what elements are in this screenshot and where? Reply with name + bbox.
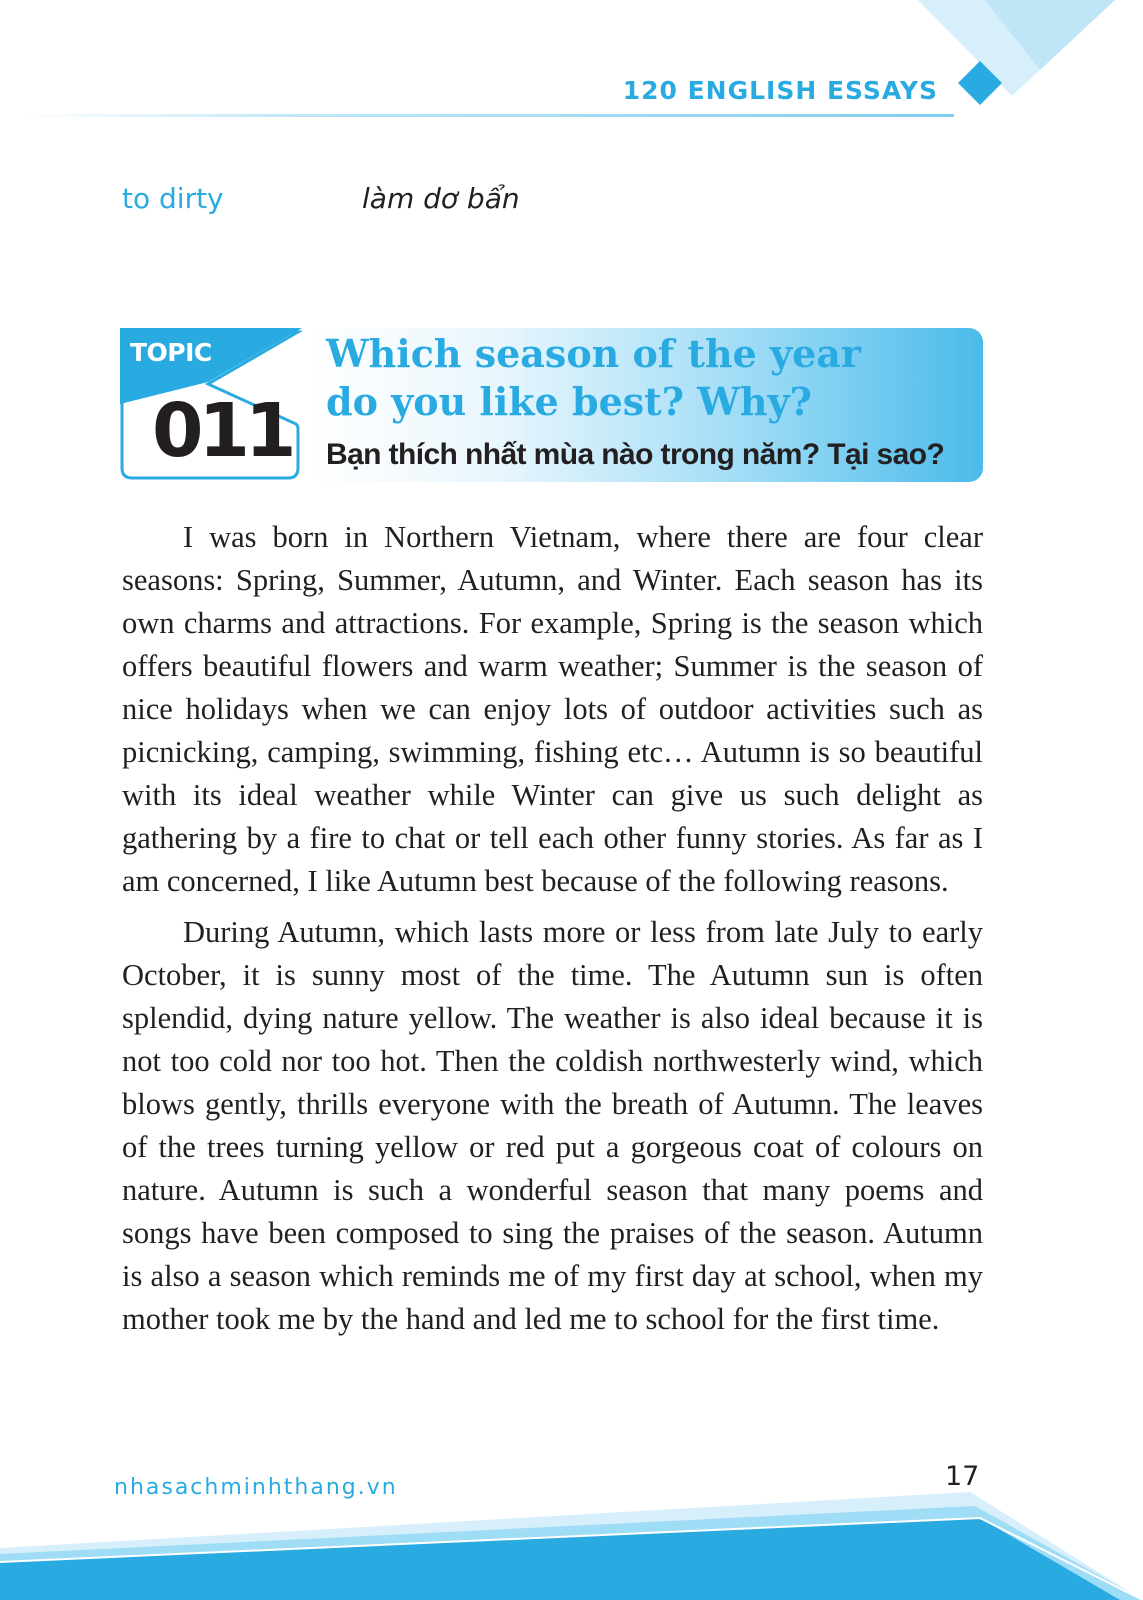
footer-website: nhasachminhthang.vn bbox=[114, 1475, 398, 1500]
header-divider bbox=[20, 114, 954, 117]
topic-label: TOPIC bbox=[130, 338, 212, 367]
vocab-term: to dirty bbox=[122, 182, 224, 215]
essay-body bbox=[122, 516, 983, 1349]
title-line-1: Which season of the year bbox=[326, 331, 861, 376]
book-title: 120 ENGLISH ESSAYS bbox=[622, 76, 938, 105]
title-line-2: do you like best? Why? bbox=[326, 379, 812, 424]
footer-wave-decoration bbox=[0, 1488, 1143, 1600]
topic-number: 011 bbox=[152, 388, 292, 474]
essay-paragraph: I was born in Northern Vietnam, where there are four clear seasons: Spring, Summer, Autumn, and Winter. Each season has its own charms and attractions. For example, Spring is the season which offers beautiful flowers and warm weather; Summer is the season of nice holidays when we can enjoy lots of outdoor activities such as picnicking, camping, swimming, fishing etc… Autumn is so beautiful with its ideal weather while Winter can give us such delight as gathering by a fire to chat or tell each other funny stories. As far as I am concerned, I like Autumn best because of the following reasons. bbox=[122, 520, 983, 898]
vocab-translation: làm dơ bẩn bbox=[362, 182, 520, 215]
topic-title-english bbox=[326, 330, 966, 426]
header-corner-decoration bbox=[0, 0, 1143, 125]
topic-title-vietnamese: Bạn thích nhất mùa nào trong năm? Tại sao? bbox=[326, 438, 945, 471]
essay-paragraph: During Autumn, which lasts more or less from late July to early October, it is sunny most of the time. The Autumn sun is often splendid, dying nature yellow. The weather is also ideal because it is not too cold nor too hot. Then the coldish northwesterly wind, which blows gently, thrills everyone with the breath of Autumn. The leaves of the trees turning yellow or red put a gorgeous coat of colours on nature. Autumn is such a wonderful season that many poems and songs have been composed to sing the praises of the season. Autumn is also a season which reminds me of my first day at school, when my mother took me by the hand and led me to school for the first time. bbox=[122, 915, 983, 1336]
page-number: 17 bbox=[945, 1461, 980, 1492]
